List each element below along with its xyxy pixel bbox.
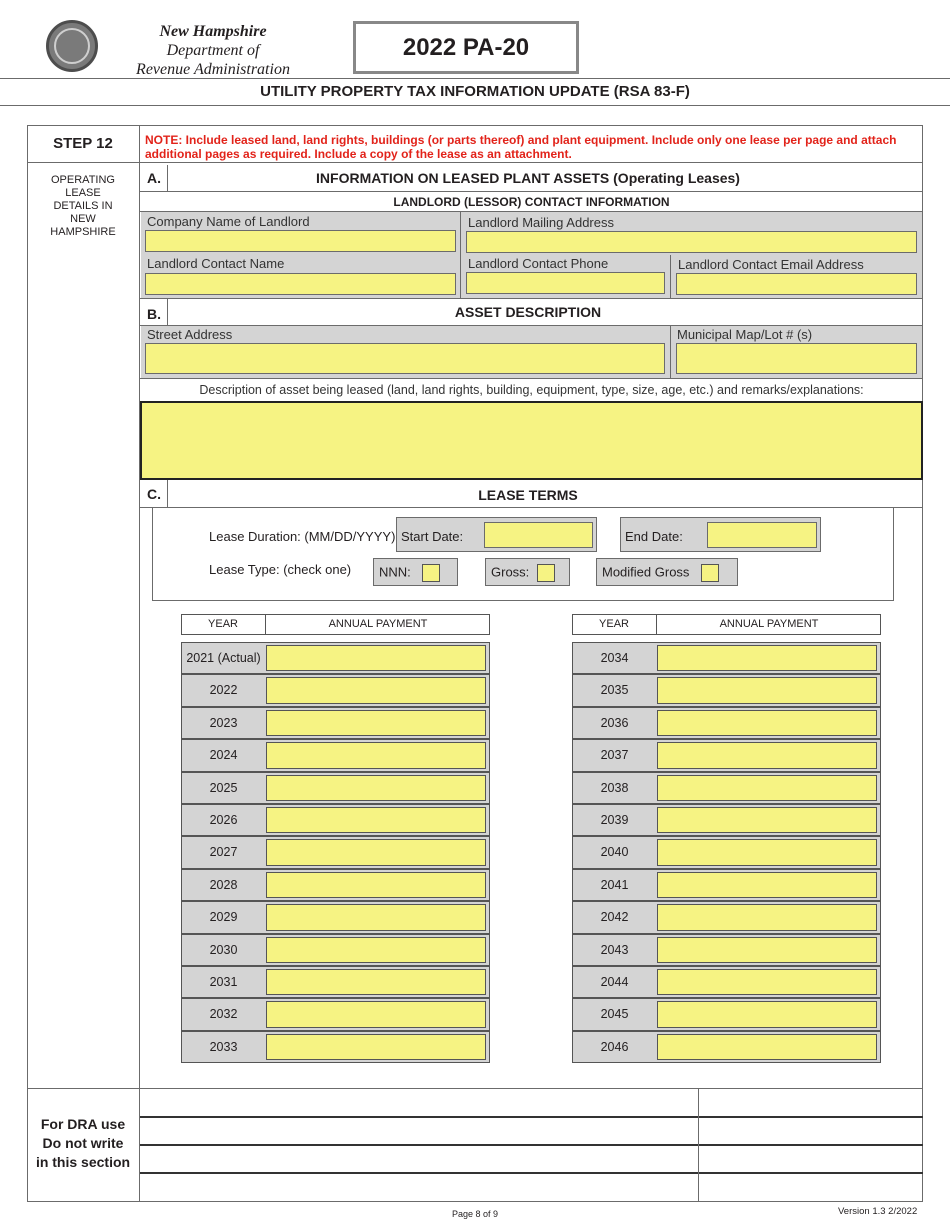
right-year-cell: 2035: [600, 683, 629, 698]
left-year-cell: 2031: [209, 975, 238, 989]
section-b-title: ASSET DESCRIPTION: [454, 304, 602, 320]
start-date-label: Start Date:: [401, 529, 464, 544]
payment-table-left: [181, 614, 490, 1059]
right-annual-payment-input[interactable]: [657, 969, 877, 995]
right-year-cell: 2046: [600, 1039, 629, 1054]
street-address-input[interactable]: [145, 343, 665, 374]
right-annual-payment-input[interactable]: [657, 807, 877, 833]
dra-top-rule: [27, 1088, 923, 1089]
dra-label-line3: in this section: [35, 1154, 131, 1170]
start-date-input[interactable]: [484, 522, 593, 548]
street-address-label: Street Address: [147, 327, 233, 342]
left-annual-payment-input[interactable]: [266, 775, 486, 801]
left-annual-payment-input[interactable]: [266, 710, 486, 736]
left-annual-payment-input[interactable]: [266, 645, 486, 671]
page-title: UTILITY PROPERTY TAX INFORMATION UPDATE (RSA 83-F): [260, 83, 690, 100]
right-year-cell: 2034: [600, 651, 629, 665]
left-annual-payment-input[interactable]: [266, 904, 486, 930]
left-annual-payment-input[interactable]: [266, 969, 486, 995]
street-row-divider: [670, 326, 671, 378]
left-column-divider: [139, 125, 140, 1202]
landlord-row2-divider-2: [670, 255, 671, 298]
right-year-cell: 2045: [600, 1007, 629, 1022]
map-lot-input[interactable]: [676, 343, 917, 374]
step-label: STEP 12: [53, 135, 113, 152]
left-year-cell: 2027: [209, 845, 238, 860]
right-annual-payment-input[interactable]: [657, 839, 877, 865]
left-annual-payment-input[interactable]: [266, 1001, 486, 1027]
right-year-cell: 2044: [600, 975, 629, 989]
left-payment-header: ANNUAL PAYMENT: [328, 618, 428, 630]
mailing-address-label: Landlord Mailing Address: [468, 215, 614, 230]
company-name-input[interactable]: [145, 230, 456, 252]
step-note: NOTE: Include leased land, land rights, buildings (or parts thereof) and plant equipment. Include only one lease per page and attach additional pages as required. Include a copy of the lease as an attachment.: [145, 133, 897, 161]
dra-row-rule-1: [140, 1116, 923, 1118]
mailing-address-input[interactable]: [466, 231, 917, 253]
left-annual-payment-input[interactable]: [266, 839, 486, 865]
modified-gross-option: [596, 558, 738, 586]
modified-gross-label: Modified Gross: [602, 564, 690, 580]
right-year-cell: 2043: [600, 942, 629, 957]
version-label: Version 1.3 2/2022: [838, 1206, 918, 1217]
end-date-input[interactable]: [707, 522, 817, 548]
contact-phone-input[interactable]: [466, 272, 665, 294]
right-annual-payment-input[interactable]: [657, 937, 877, 963]
dra-row-rule-2: [140, 1144, 923, 1146]
section-a-rule: [140, 191, 923, 192]
right-year-cell: 2039: [600, 813, 629, 827]
street-row-bottom-rule: [140, 378, 923, 379]
right-annual-payment-input[interactable]: [657, 1034, 877, 1060]
left-annual-payment-input[interactable]: [266, 807, 486, 833]
asset-description-input[interactable]: [140, 401, 923, 480]
left-year-cell: 2023: [209, 715, 238, 730]
contact-name-label: Landlord Contact Name: [147, 256, 285, 271]
left-annual-payment-input[interactable]: [266, 937, 486, 963]
payment-table-right: [572, 614, 881, 1059]
right-annual-payment-input[interactable]: [657, 677, 877, 703]
section-b-letter: B.: [147, 306, 161, 322]
state-seal-inner: [54, 28, 90, 64]
note-row-divider: [27, 162, 923, 163]
gross-checkbox[interactable]: [537, 564, 555, 582]
contact-email-input[interactable]: [676, 273, 917, 295]
right-annual-payment-input[interactable]: [657, 775, 877, 801]
gross-option: [485, 558, 570, 586]
left-year-cell: 2021 (Actual): [186, 651, 261, 665]
contact-phone-label: Landlord Contact Phone: [468, 256, 609, 271]
gross-label: Gross:: [491, 564, 530, 580]
description-label: Description of asset being leased (land, land rights, building, equipment, type, size, age, etc.) and remarks/explanations:: [199, 383, 864, 397]
agency-line3: Revenue Administration: [136, 61, 290, 78]
section-a-title: INFORMATION ON LEASED PLANT ASSETS (Operating Leases): [316, 170, 740, 186]
company-name-label: Company Name of Landlord: [147, 214, 310, 229]
modified-gross-checkbox[interactable]: [701, 564, 719, 582]
left-annual-payment-input[interactable]: [266, 677, 486, 703]
right-year-cell: 2036: [600, 715, 629, 730]
left-annual-payment-input[interactable]: [266, 1034, 486, 1060]
dra-label: [27, 1115, 139, 1172]
section-a-bottom-rule: [140, 298, 923, 299]
landlord-row1-divider: [460, 212, 461, 255]
right-year-cell: 2042: [600, 910, 629, 925]
lease-type-label: Lease Type: (check one): [209, 562, 352, 577]
agency-line2: Department of: [166, 42, 260, 59]
left-annual-payment-input[interactable]: [266, 872, 486, 898]
right-annual-payment-input[interactable]: [657, 710, 877, 736]
right-year-cell: 2038: [600, 780, 629, 795]
left-year-cell: 2028: [209, 877, 238, 892]
contact-email-label: Landlord Contact Email Address: [678, 257, 864, 272]
section-a-letter: A.: [147, 170, 161, 186]
form-id: 2022 PA-20: [353, 21, 579, 74]
right-year-cell: 2041: [600, 877, 629, 892]
landlord-row2-divider-1: [460, 255, 461, 298]
agency-line1: New Hampshire: [159, 23, 267, 40]
header-rule-top: [0, 78, 950, 79]
agency-name: [118, 22, 308, 79]
right-annual-payment-input[interactable]: [657, 904, 877, 930]
left-annual-payment-input[interactable]: [266, 742, 486, 768]
page-number: Page 8 of 9: [451, 1209, 499, 1219]
lease-duration-label: Lease Duration: (MM/DD/YYYY): [209, 529, 396, 544]
right-annual-payment-input[interactable]: [657, 872, 877, 898]
left-year-header: YEAR: [181, 614, 266, 635]
right-annual-payment-input[interactable]: [657, 742, 877, 768]
left-year-cell: 2030: [209, 942, 238, 957]
right-payment-header: ANNUAL PAYMENT: [719, 618, 819, 630]
nnn-option: [373, 558, 458, 586]
section-c-letter: C.: [147, 486, 161, 502]
right-year-header: YEAR: [572, 614, 657, 635]
left-year-cell: 2025: [209, 780, 238, 795]
left-year-cell: 2024: [209, 748, 238, 763]
left-year-cell: 2029: [209, 910, 238, 925]
end-date-label: End Date:: [625, 529, 683, 544]
dra-column-divider: [698, 1089, 699, 1202]
left-year-cell: 2022: [209, 683, 238, 698]
landlord-contact-subtitle: LANDLORD (LESSOR) CONTACT INFORMATION: [393, 195, 670, 209]
dra-label-line2: Do not write: [42, 1135, 124, 1151]
dra-label-line1: For DRA use: [40, 1116, 126, 1132]
right-annual-payment-input[interactable]: [657, 645, 877, 671]
left-year-cell: 2026: [209, 813, 238, 827]
left-year-cell: 2033: [209, 1039, 238, 1054]
nnn-checkbox[interactable]: [422, 564, 440, 582]
step-side-label: OPERATING LEASE DETAILS IN NEW HAMPSHIRE: [50, 174, 116, 238]
right-year-cell: 2040: [600, 845, 629, 860]
header-rule-bottom: [0, 105, 950, 106]
dra-row-rule-3: [140, 1172, 923, 1174]
right-annual-payment-input[interactable]: [657, 1001, 877, 1027]
map-lot-label: Municipal Map/Lot # (s): [677, 327, 813, 342]
nnn-label: NNN:: [379, 564, 411, 580]
section-c-title: LEASE TERMS: [478, 487, 578, 503]
left-year-cell: 2032: [209, 1007, 238, 1022]
right-year-cell: 2037: [600, 748, 629, 763]
contact-name-input[interactable]: [145, 273, 456, 295]
